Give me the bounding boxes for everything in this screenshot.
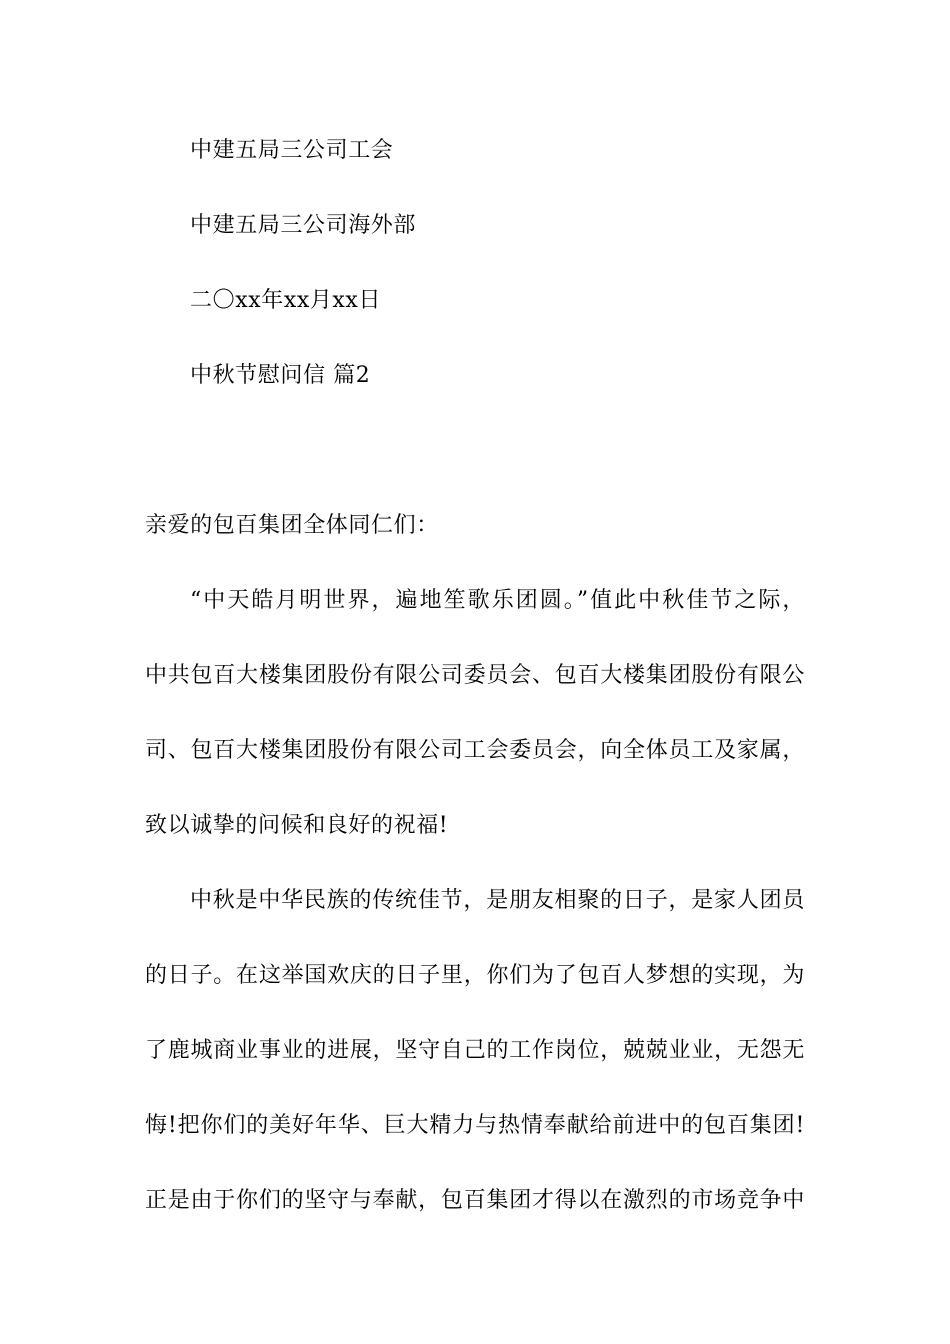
paragraph2-line3: 了鹿城商业事业的进展，坚守自己的工作岗位，兢兢业业，无怨无 [145, 1038, 805, 1063]
paragraph2-line4: 悔!把你们的美好年华、巨大精力与热情奉献给前进中的包百集团! [145, 1113, 805, 1138]
paragraph2-line2: 的日子。在这举国欢庆的日子里，你们为了包百人梦想的实现，为 [145, 963, 805, 988]
paragraph1-line2: 中共包百大楼集团股份有限公司委员会、包百大楼集团股份有限公 [145, 663, 805, 688]
signature-date: 二〇xx年xx月xx日 [190, 288, 382, 313]
signature-org-overseas: 中建五局三公司海外部 [190, 213, 417, 238]
signature-org-union: 中建五局三公司工会 [190, 138, 394, 163]
paragraph2-line5: 正是由于你们的坚守与奉献，包百集团才得以在激烈的市场竞争中 [145, 1188, 805, 1213]
section-title: 中秋节慰问信 篇2 [190, 363, 371, 388]
paragraph1-line3: 司、包百大楼集团股份有限公司工会委员会，向全体员工及家属， [145, 738, 805, 763]
paragraph2-line1: 中秋是中华民族的传统佳节，是朋友相聚的日子，是家人团员 [190, 888, 805, 913]
salutation: 亲爱的包百集团全体同仁们： [145, 513, 439, 538]
paragraph1-line1: “中天皓月明世界，遍地笙歌乐团圆。”值此中秋佳节之际， [190, 588, 805, 613]
paragraph1-line4: 致以诚挚的问候和良好的祝福! [145, 813, 449, 838]
